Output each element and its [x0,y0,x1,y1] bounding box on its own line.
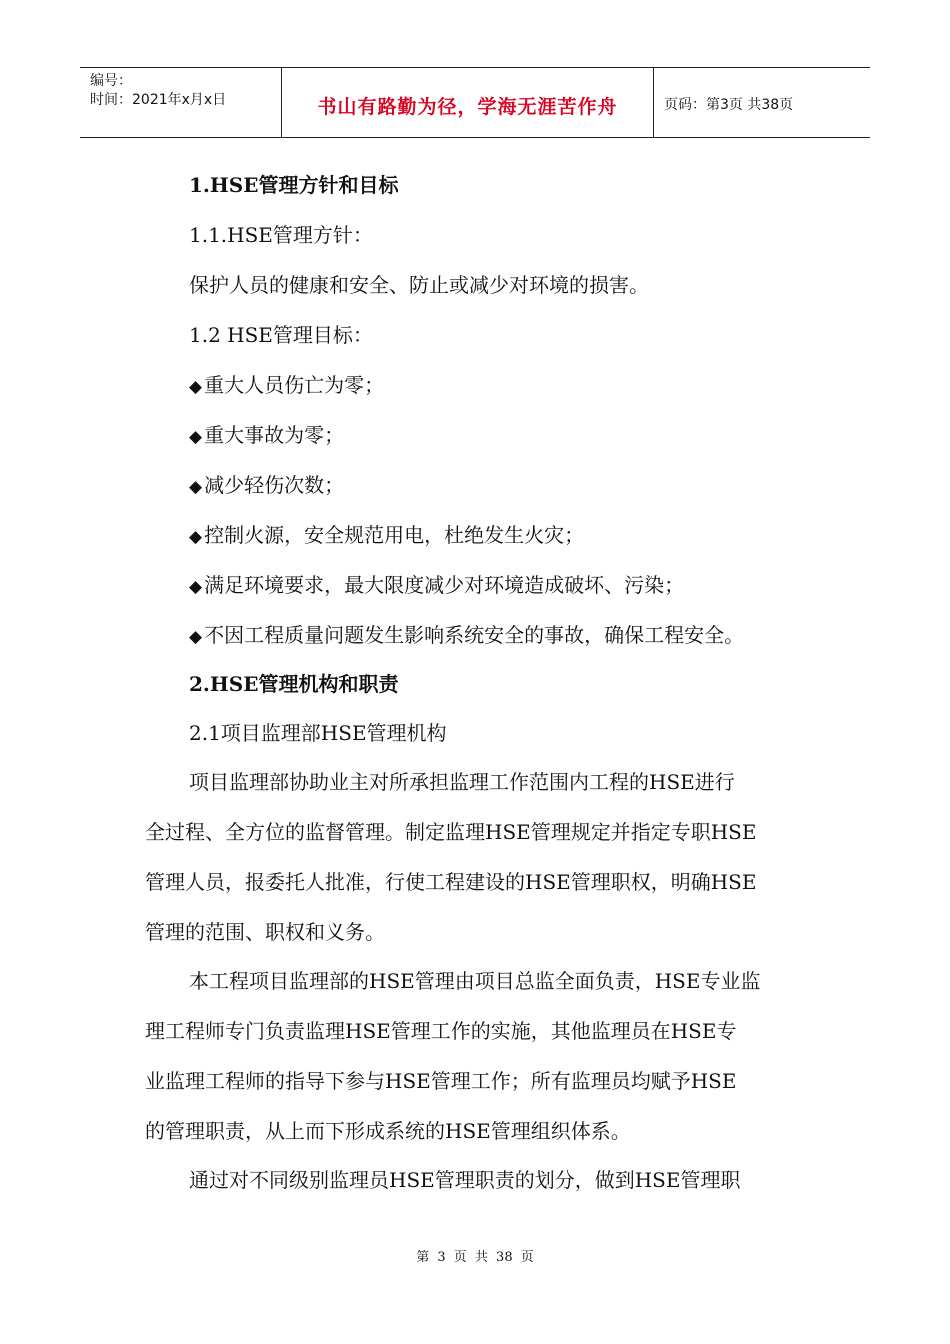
paragraph-line: 全过程、全方位的监督管理。制定监理HSE管理规定并指定专职HSE [145,820,757,844]
paragraph-line: 通过对不同级别监理员HSE管理职责的划分，做到HSE管理职 [189,1168,741,1192]
section-1-heading: 1.HSE管理方针和目标 [189,173,399,197]
goal-text: 重大人员伤亡为零； [204,373,385,397]
section-1-1-heading: 1.1.HSE管理方针： [189,223,373,247]
document-number-label: 编号： [90,73,132,89]
paragraph-line: 管理的范围、职权和义务。 [145,920,385,944]
diamond-bullet-icon: ◆ [189,527,203,547]
document-time-label: 时间：2021年x月x日 [90,92,227,108]
section-2-1-heading: 2.1项目监理部HSE管理机构 [189,721,447,745]
goal-text: 不因工程质量问题发生影响系统安全的事故，确保工程安全。 [204,623,745,647]
goal-list-item [189,572,684,600]
diamond-bullet-icon: ◆ [189,377,203,397]
paragraph-line: 本工程项目监理部的HSE管理由项目总监全面负责，HSE专业监 [189,969,761,993]
paragraph-line: 的管理职责，从上而下形成系统的HSE管理组织体系。 [145,1119,631,1143]
paragraph-line: 项目监理部协助业主对所承担监理工作范围内工程的HSE进行 [189,770,735,794]
goal-text: 减少轻伤次数； [204,473,345,497]
goal-text: 控制火源，安全规范用电，杜绝发生火灾； [204,523,585,547]
goal-list-item [189,522,584,550]
section-2-heading: 2.HSE管理机构和职责 [189,672,399,696]
paragraph-line: 理工程师专门负责监理HSE管理工作的实施，其他监理员在HSE专 [145,1019,737,1043]
paragraph-line: 业监理工程师的指导下参与HSE管理工作；所有监理员均赋予HSE [145,1069,737,1093]
goal-text: 满足环境要求，最大限度减少对环境造成破坏、污染； [204,573,685,597]
paragraph-line: 管理人员，报委托人批准，行使工程建设的HSE管理职权，明确HSE [145,870,757,894]
goal-list-item [189,372,384,400]
header-motto: 书山有路勤为径，学海无涯苦作舟 [317,96,618,118]
goal-list-item [189,472,344,500]
header-page-info: 页码：第3页 共38页 [664,97,794,113]
diamond-bullet-icon: ◆ [189,477,203,497]
goal-list-item [189,622,744,650]
diamond-bullet-icon: ◆ [189,627,203,647]
goal-list-item [189,422,344,450]
section-1-1-text: 保护人员的健康和安全、防止或减少对环境的损害。 [189,273,649,297]
diamond-bullet-icon: ◆ [189,577,203,597]
goal-text: 重大事故为零； [204,423,345,447]
section-1-2-heading: 1.2 HSE管理目标： [189,323,373,347]
diamond-bullet-icon: ◆ [189,427,203,447]
page-footer: 第 3 页 共 38 页 [416,1250,534,1265]
